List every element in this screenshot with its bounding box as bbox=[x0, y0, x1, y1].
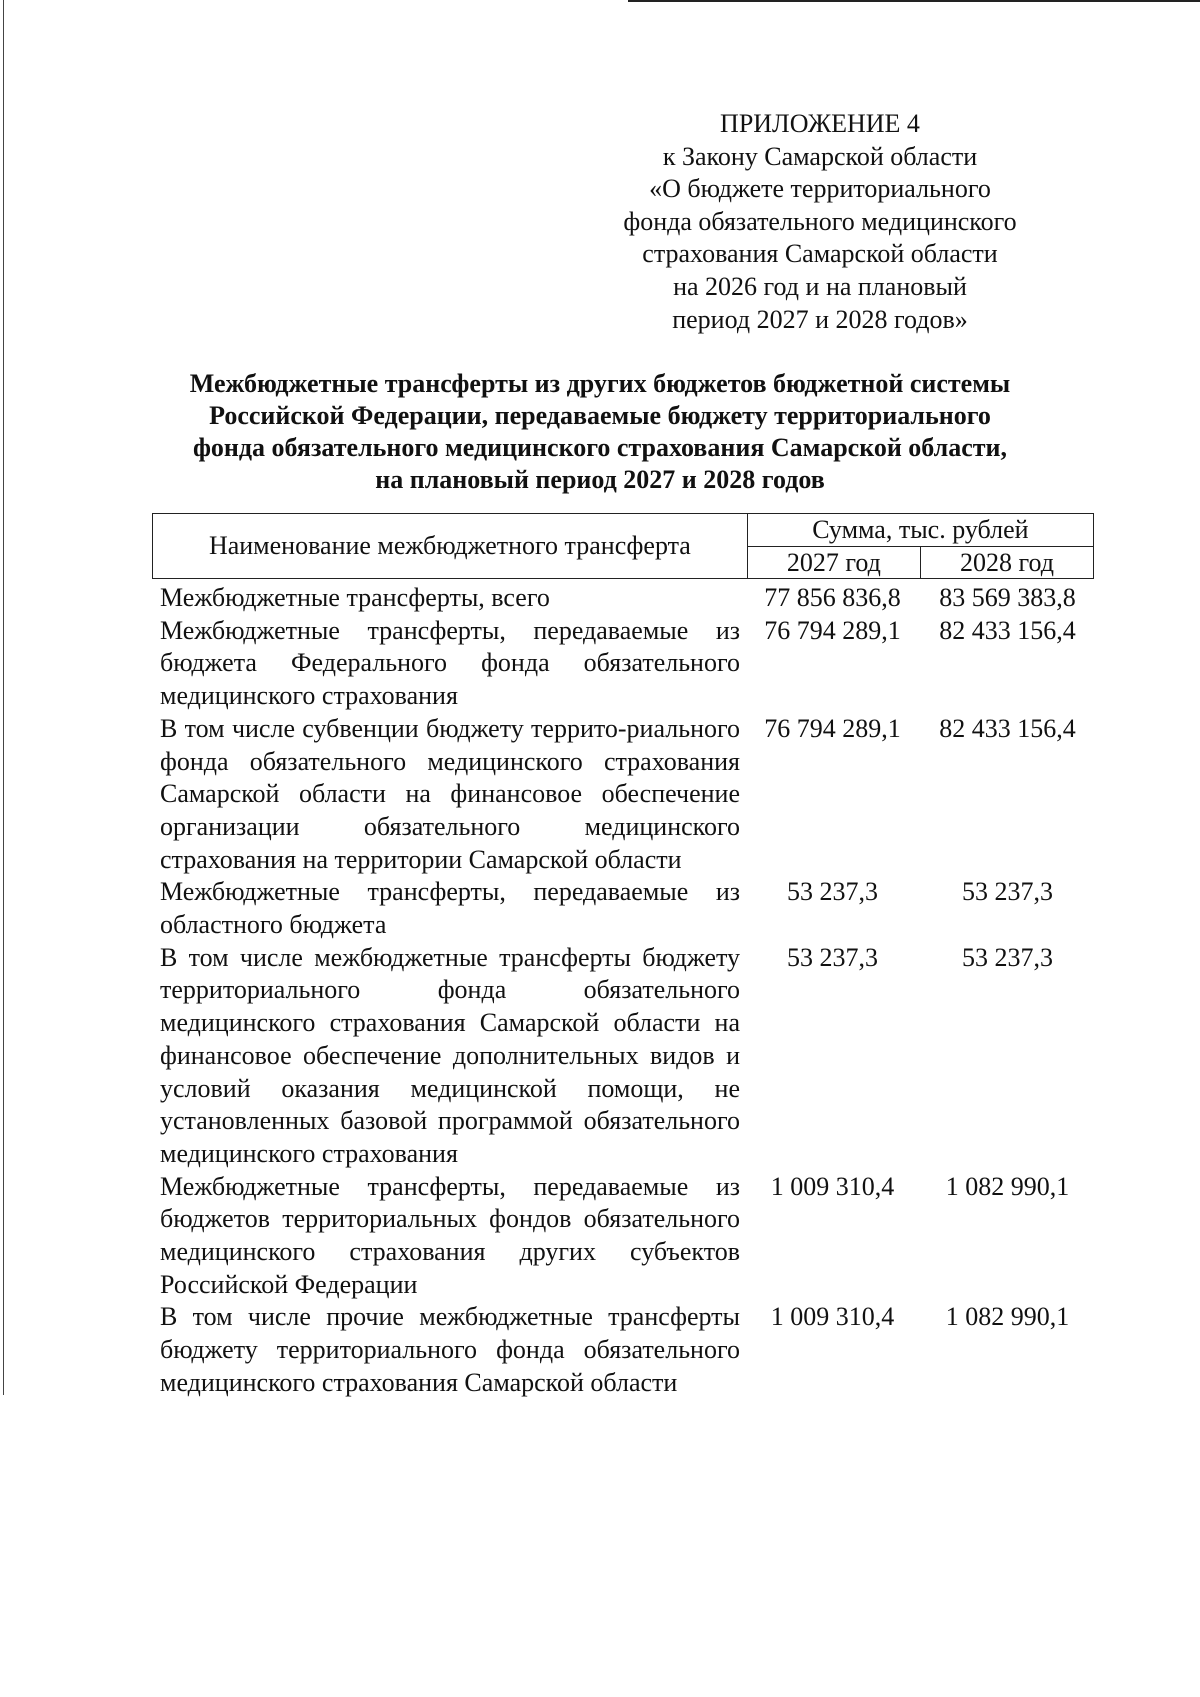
row-name: Межбюджетные трансферты, передаваемые из бюджетов территориальных фондов обязательного медицинского страхования других субъектов Российской Федерации bbox=[160, 1171, 740, 1299]
row-name: Межбюджетные трансферты, передаваемые из областного бюджета bbox=[160, 877, 740, 940]
title-line: Российской Федерации, передаваемые бюджету территориального bbox=[209, 401, 991, 430]
row-value-2027: 53 237,3 bbox=[787, 942, 878, 972]
table-row bbox=[160, 582, 1090, 615]
row-value-2028: 1 082 990,1 bbox=[945, 1302, 1070, 1332]
row-name: В том числе прочие межбюджетные трансферты бюджету территориального фонда обязательного медицинского страхования Самарской области bbox=[160, 1302, 740, 1397]
table-row bbox=[160, 713, 1090, 877]
title-line: фонда обязательного медицинского страхования Самарской области, bbox=[192, 433, 1008, 462]
row-value-2027: 76 794 289,1 bbox=[764, 615, 901, 645]
left-scan-edge bbox=[3, 0, 4, 1395]
row-name: В том числе межбюджетные трансферты бюджету территориального фонда обязательного медицинского страхования Самарской области на финансовое обеспечение дополнительных видов и условий оказания медицинской помощи, не установленных базовой программой обязательного медицинского страхования bbox=[160, 942, 740, 1168]
row-value-2027: 1 009 310,4 bbox=[770, 1302, 895, 1332]
top-scan-rule bbox=[628, 0, 1200, 2]
row-value-2028: 83 569 383,8 bbox=[939, 583, 1076, 612]
row-value-2028: 53 237,3 bbox=[962, 942, 1053, 972]
column-header-sum: Сумма, тыс. рублей bbox=[747, 514, 1093, 547]
document-title bbox=[130, 368, 1070, 496]
title-line: на плановый период 2027 и 2028 годов bbox=[375, 465, 825, 494]
table-row bbox=[160, 1171, 1090, 1302]
appendix-line: ПРИЛОЖЕНИЕ 4 bbox=[720, 109, 920, 138]
table-row bbox=[160, 615, 1090, 713]
table-header bbox=[152, 513, 1094, 579]
table-row bbox=[160, 876, 1090, 941]
appendix-line: к Закону Самарской области bbox=[662, 141, 978, 171]
table-body bbox=[160, 582, 1090, 1400]
title-line: Межбюджетные трансферты из других бюджетов бюджетной системы bbox=[189, 369, 1011, 398]
appendix-line: на 2026 год и на плановый bbox=[673, 271, 967, 301]
row-value-2028: 82 433 156,4 bbox=[939, 713, 1076, 743]
row-value-2028: 1 082 990,1 bbox=[945, 1171, 1070, 1201]
row-value-2028: 53 237,3 bbox=[962, 877, 1053, 907]
column-header-2027: 2027 год bbox=[747, 547, 920, 579]
row-name: Межбюджетные трансферты, всего bbox=[160, 583, 550, 612]
row-value-2027: 1 009 310,4 bbox=[770, 1171, 895, 1201]
appendix-line: период 2027 и 2028 годов» bbox=[672, 304, 968, 334]
row-name: Межбюджетные трансферты, передаваемые из бюджета Федерального фонда обязательного медицинского страхования bbox=[160, 615, 740, 711]
row-value-2027: 53 237,3 bbox=[787, 877, 878, 907]
appendix-header bbox=[590, 108, 1050, 336]
table-row bbox=[160, 1301, 1090, 1399]
appendix-line: фонда обязательного медицинского bbox=[623, 206, 1017, 236]
column-header-2028: 2028 год bbox=[920, 547, 1093, 579]
appendix-line: страхования Самарской области bbox=[642, 239, 998, 269]
appendix-line: «О бюджете территориального bbox=[649, 174, 991, 204]
row-value-2028: 82 433 156,4 bbox=[939, 615, 1076, 645]
column-header-name: Наименование межбюджетного трансферта bbox=[153, 514, 748, 579]
row-value-2027: 77 856 836,8 bbox=[764, 583, 901, 612]
row-name: В том числе субвенции бюджету террито-риального фонда обязательного медицинского страхования Самарской области на финансовое обеспечение организации обязательного медицинского страхования на территории Самарской области bbox=[160, 713, 740, 874]
row-value-2027: 76 794 289,1 bbox=[764, 713, 901, 743]
table-row bbox=[160, 942, 1090, 1171]
